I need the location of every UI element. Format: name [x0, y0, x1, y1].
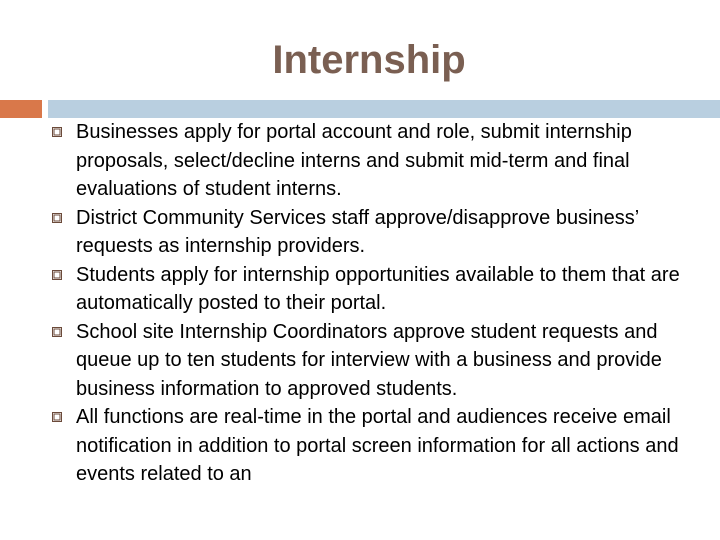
bullet-list: [0, 118, 720, 489]
bullet-text: Businesses apply for portal account and role, submit internship proposals, select/decline interns and submit mid-term and final evaluations of student interns.: [76, 121, 632, 200]
square-bullet-icon: [52, 327, 62, 337]
square-bullet-icon: [52, 270, 62, 280]
accent-bar-orange: [0, 100, 42, 118]
bullet-item: [0, 261, 720, 318]
square-bullet-icon: [52, 412, 62, 422]
bullet-item: [0, 118, 720, 204]
bullet-item: [0, 403, 720, 489]
square-bullet-icon: [52, 127, 62, 137]
square-bullet-icon: [52, 213, 62, 223]
bullet-text: School site Internship Coordinators approve student requests and queue up to ten students for interview with a business and provide business information to approved students.: [76, 320, 662, 400]
bullet-text: District Community Services staff approve/disapprove business’ requests as internship providers.: [76, 206, 639, 257]
bullet-item: [0, 318, 720, 404]
accent-bar-blue: [48, 100, 720, 118]
bullet-text: Students apply for internship opportunities available to them that are automatically posted to their portal.: [76, 263, 680, 314]
bullet-item: [0, 204, 720, 261]
slide-title: Internship: [272, 38, 466, 82]
bullet-text: All functions are real-time in the portal and audiences receive email notification in addition to portal screen information for all actions and events related to an: [76, 406, 679, 485]
